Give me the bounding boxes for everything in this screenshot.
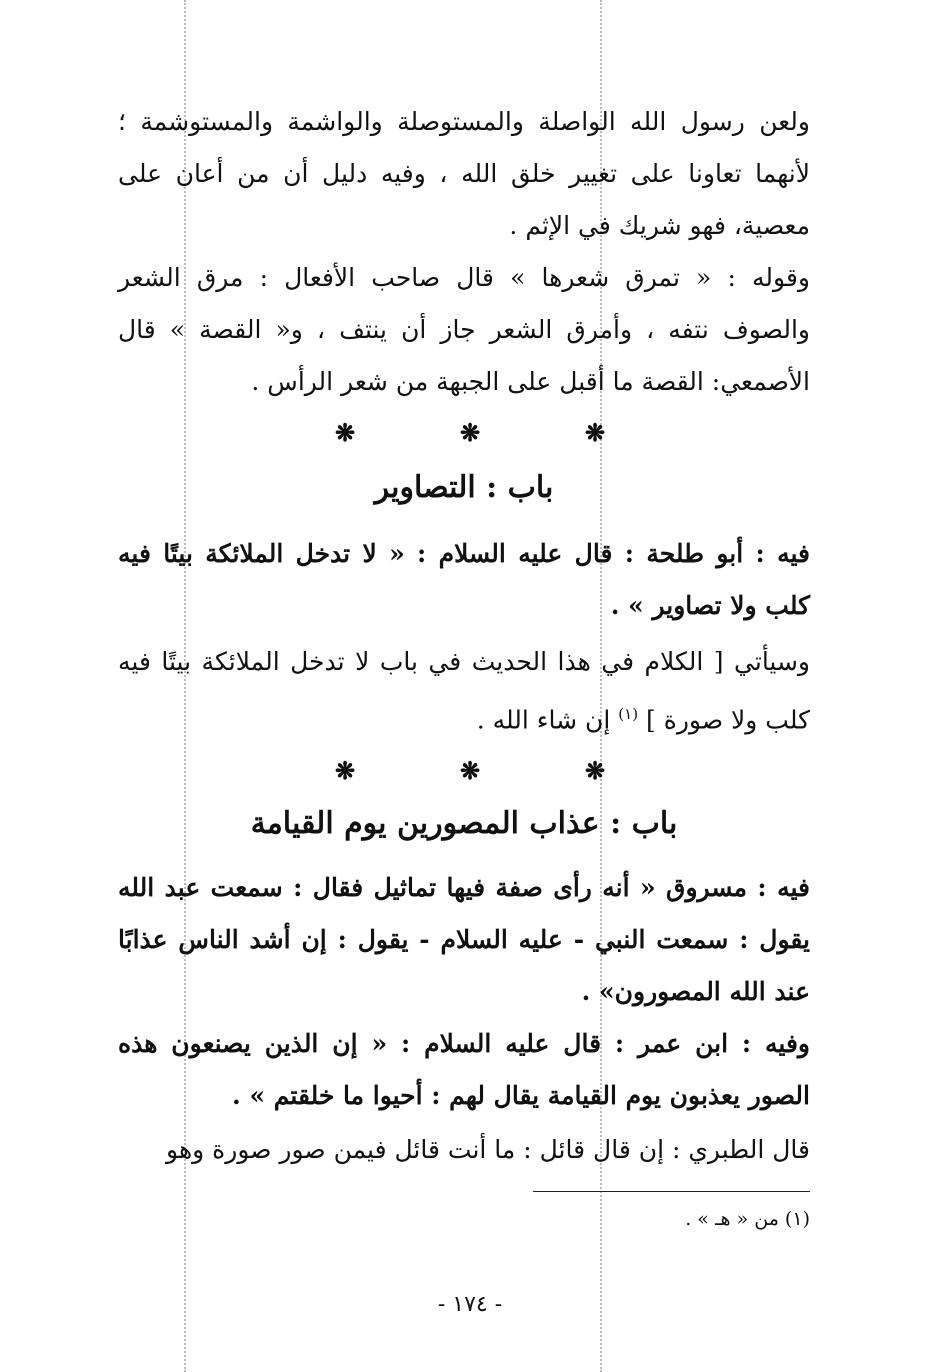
paragraph-2: وقوله : « تمرق شعرها » قال صاحب الأفعال : مرق الشعر والصوف نتفه ، وأمرق الشعر جاز أن ينتف ، و« القصة » قال الأصمعي: القصة ما أقبل على الجبهة من شعر الرأس . [118,263,810,396]
separator-star: ❋ [459,756,481,785]
paragraph-hadith-1: فيه : أبو طلحة : قال عليه السلام : « لا تدخل الملائكة بيتًا فيه كلب ولا تصاوير » . [118,539,810,620]
chapter-heading: باب : عذاب المصورين يوم القيامة [250,806,678,841]
separator-star: ❋ [334,756,356,785]
separator-star: ❋ [459,418,481,447]
paragraph-4: قال الطبري : إن قال قائل : ما أنت قائل فيمن صور صورة وهو [166,1135,810,1164]
chapter-heading: باب : التصاوير [374,470,554,505]
page-number: - ١٧٤ - [437,1292,503,1317]
separator-star: ❋ [334,418,356,447]
separator-star: ❋ [584,418,606,447]
paragraph-hadith-3: وفيه : ابن عمر : قال عليه السلام : « إن الذين يصنعون هذه الصور يعذبون يوم القيامة يقال لهم : أحيوا ما خلقتم » . [118,1029,810,1110]
paragraph-3-end: إن شاء الله . [476,705,611,735]
paragraph-3 [118,636,810,746]
footnote: (١) من « هـ » . [685,1208,810,1230]
footnote-divider [533,1191,810,1192]
paragraph-hadith-2: فيه : مسروق « أنه رأى صفة فيها تماثيل فقال : سمعت عبد الله يقول : سمعت النبي - عليه السلام - يقول : إن أشد الناس عذابًا عند الله المصورون» . [118,873,810,1006]
section-separator [330,418,610,448]
paragraph-3-text: وسيأتي [ الكلام في هذا الحديث في باب لا تدخل الملائكة بيتًا فيه كلب ولا صورة ] [118,647,810,735]
paragraph-1: ولعن رسول الله الواصلة والمستوصلة والواشمة والمستوشمة ؛ لأنهما تعاونا على تغيير خلق الله ، وفيه دليل أن من أعان على معصية، فهو شريك في الإثم . [118,107,810,240]
section-separator [330,756,610,786]
footnote-reference: (١) [618,705,639,723]
separator-star: ❋ [584,756,606,785]
